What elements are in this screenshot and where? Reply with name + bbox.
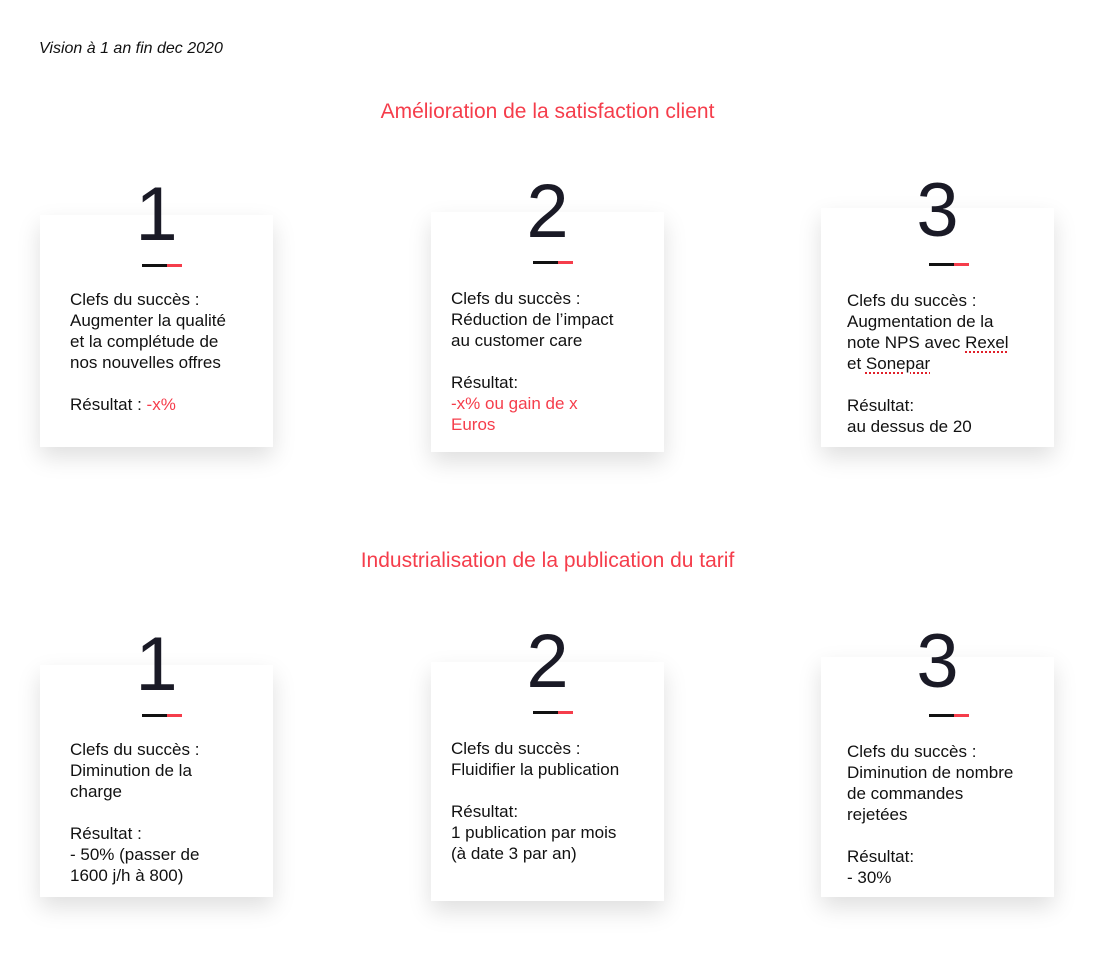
- kpi-card: [40, 172, 273, 447]
- text-line: [451, 372, 656, 393]
- text-segment: Fluidifier la publication: [451, 760, 620, 779]
- accent-dash-red: [954, 263, 969, 266]
- kpi-card: [821, 168, 1054, 447]
- text-line: [451, 801, 656, 822]
- text-line: [847, 783, 1046, 804]
- text-segment: Clefs du succès :: [70, 290, 200, 309]
- text-segment: Résultat :: [70, 824, 142, 843]
- card-number: 2: [526, 619, 569, 704]
- text-line: [847, 804, 1046, 825]
- text-line: [451, 330, 656, 351]
- text-segment: - 30%: [847, 868, 892, 887]
- text-segment: et: [847, 354, 866, 373]
- card-number: 3: [916, 619, 959, 704]
- card-text: [847, 741, 1046, 888]
- text-segment: et la complétude de: [70, 332, 219, 351]
- card-text: [70, 289, 265, 415]
- section-title-industrialisation: Industrialisation de la publication du tarif: [360, 549, 735, 572]
- text-line: [847, 762, 1046, 783]
- text-segment: au dessus de 20: [847, 417, 972, 436]
- kpi-card: [40, 622, 273, 897]
- card-text: [70, 739, 265, 886]
- card-text: [451, 738, 656, 864]
- accent-dash-black: [929, 714, 954, 717]
- text-line: [70, 331, 265, 352]
- text-line: [847, 290, 1046, 311]
- accent-dash-red: [558, 711, 573, 714]
- vision-label: Vision à 1 an fin dec 2020: [39, 40, 223, 57]
- text-segment: rejetées: [847, 805, 908, 824]
- card-number: 1: [135, 172, 178, 257]
- text-line: [451, 393, 656, 414]
- text-line: [847, 867, 1046, 888]
- text-line: [451, 351, 656, 372]
- text-line: [451, 822, 656, 843]
- accent-dash-black: [533, 261, 558, 264]
- text-line: [451, 309, 656, 330]
- text-segment: Clefs du succès :: [70, 740, 200, 759]
- card-number: 2: [526, 169, 569, 254]
- text-segment: Réduction de l’impact: [451, 310, 614, 329]
- text-line: [70, 739, 265, 760]
- accent-dash-red: [954, 714, 969, 717]
- text-line: [70, 373, 265, 394]
- text-line: [451, 843, 656, 864]
- text-line: [451, 738, 656, 759]
- text-line: [70, 844, 265, 865]
- accent-dash-black: [142, 714, 167, 717]
- kpi-card: [431, 169, 664, 452]
- text-line: [451, 780, 656, 801]
- text-segment: Clefs du succès :: [847, 742, 977, 761]
- text-segment: 1600 j/h à 800): [70, 866, 184, 885]
- text-segment: (à date 3 par an): [451, 844, 577, 863]
- text-line: [451, 414, 656, 435]
- result-value: Euros: [451, 415, 496, 434]
- text-line: [70, 289, 265, 310]
- text-line: [451, 759, 656, 780]
- text-line: [451, 288, 656, 309]
- text-segment: Rexel: [965, 333, 1009, 352]
- text-line: [70, 394, 265, 415]
- card-text: [847, 290, 1046, 437]
- text-segment: Résultat:: [451, 373, 519, 392]
- text-line: [847, 374, 1046, 395]
- text-segment: Augmenter la qualité: [70, 311, 226, 330]
- section-title-satisfaction: Amélioration de la satisfaction client: [380, 100, 715, 123]
- accent-dash-black: [929, 263, 954, 266]
- accent-dash-red: [167, 264, 182, 267]
- text-line: [70, 310, 265, 331]
- text-segment: Résultat :: [70, 395, 147, 414]
- card-number: 1: [135, 622, 178, 707]
- accent-dash-red: [167, 714, 182, 717]
- text-line: [847, 416, 1046, 437]
- text-segment: Résultat:: [847, 396, 915, 415]
- text-segment: 1 publication par mois: [451, 823, 617, 842]
- text-line: [847, 825, 1046, 846]
- text-segment: nos nouvelles offres: [70, 353, 221, 372]
- text-line: [70, 802, 265, 823]
- text-line: [70, 823, 265, 844]
- text-segment: charge: [70, 782, 122, 801]
- accent-dash-red: [558, 261, 573, 264]
- text-segment: au customer care: [451, 331, 583, 350]
- card-text: [451, 288, 656, 435]
- text-segment: note NPS avec: [847, 333, 966, 352]
- kpi-card: [821, 619, 1054, 897]
- text-segment: Résultat:: [451, 802, 519, 821]
- text-line: [847, 353, 1046, 374]
- text-line: [70, 865, 265, 886]
- text-segment: Clefs du succès :: [847, 291, 977, 310]
- accent-dash-black: [533, 711, 558, 714]
- text-line: [70, 760, 265, 781]
- text-line: [847, 332, 1046, 353]
- text-segment: Sonepar: [865, 354, 931, 373]
- text-segment: Clefs du succès :: [451, 289, 581, 308]
- card-number: 3: [916, 168, 959, 253]
- text-segment: Diminution de la: [70, 761, 192, 780]
- text-segment: Augmentation de la: [847, 312, 994, 331]
- text-line: [847, 846, 1046, 867]
- result-value: -x%: [146, 395, 176, 414]
- accent-dash-black: [142, 264, 167, 267]
- text-line: [847, 741, 1046, 762]
- text-segment: Clefs du succès :: [451, 739, 581, 758]
- text-segment: Résultat:: [847, 847, 915, 866]
- text-segment: - 50% (passer de: [70, 845, 200, 864]
- text-segment: de commandes: [847, 784, 964, 803]
- kpi-card: [431, 619, 664, 901]
- text-line: [847, 311, 1046, 332]
- text-segment: Diminution de nombre: [847, 763, 1014, 782]
- result-value: -x% ou gain de x: [451, 394, 578, 413]
- text-line: [70, 781, 265, 802]
- text-line: [847, 395, 1046, 416]
- text-line: [70, 352, 265, 373]
